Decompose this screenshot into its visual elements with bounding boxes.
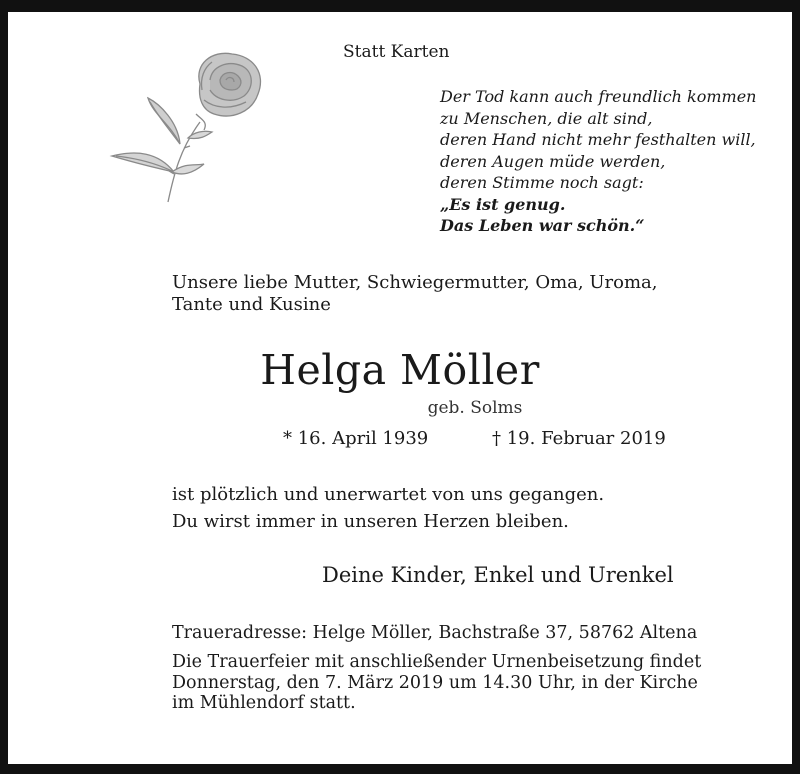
family-signature: Deine Kinder, Enkel und Urenkel xyxy=(322,563,674,587)
intro-line: Tante und Kusine xyxy=(172,294,331,315)
intro-line: Unsere liebe Mutter, Schwiegermutter, Oma, Uroma, xyxy=(172,272,658,293)
message-line: Du wirst immer in unseren Herzen bleiben. xyxy=(172,511,569,532)
poem-line: deren Stimme noch sagt: xyxy=(440,173,644,192)
poem-quote-line: Das Leben war schön.“ xyxy=(440,216,645,235)
statt-karten-label: Statt Karten xyxy=(343,42,450,62)
rose-icon xyxy=(108,44,268,206)
service-info xyxy=(172,652,701,714)
service-line: Die Trauerfeier mit anschließender Urnenbeisetzung findet xyxy=(172,652,702,672)
message-line: ist plötzlich und unerwartet von uns gegangen. xyxy=(172,484,605,505)
poem-line: Der Tod kann auch freundlich kommen xyxy=(440,87,757,106)
intro-text xyxy=(172,272,658,316)
service-line: im Mühlendorf statt. xyxy=(172,693,356,713)
maiden-name: geb. Solms xyxy=(427,398,523,418)
poem-line: deren Hand nicht mehr festhalten will, xyxy=(440,130,756,149)
mourning-address: Traueradresse: Helge Möller, Bachstraße 37, 58762 Altena xyxy=(172,623,698,643)
poem-line: deren Augen müde werden, xyxy=(440,151,666,171)
birth-date: * 16. April 1939 xyxy=(283,428,429,449)
poem-line: zu Menschen, die alt sind, xyxy=(440,108,653,128)
poem-quote-line: „Es ist genug. xyxy=(440,194,566,214)
deceased-name: Helga Möller xyxy=(260,346,540,394)
poem xyxy=(440,86,756,237)
service-line: Donnerstag, den 7. März 2019 um 14.30 Uhr, in der Kirche xyxy=(172,672,698,693)
message-text xyxy=(172,481,604,535)
death-date: † 19. Februar 2019 xyxy=(492,428,666,449)
